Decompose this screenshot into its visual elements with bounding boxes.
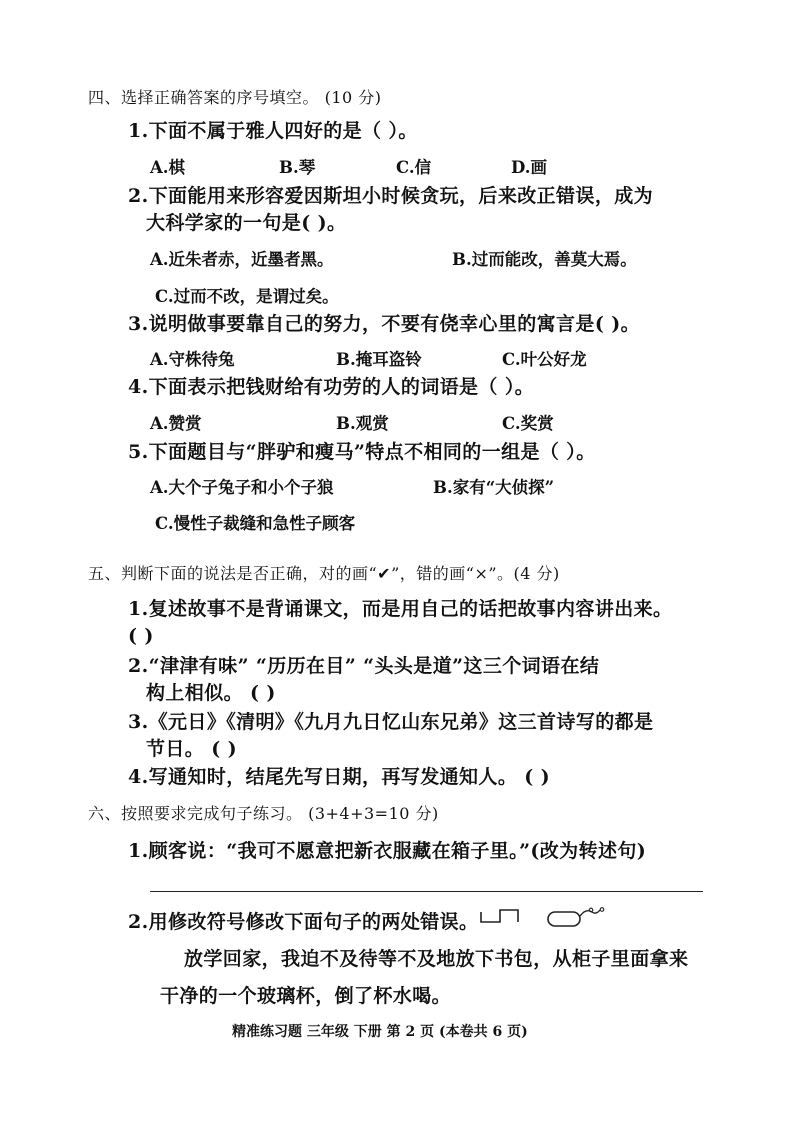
page-footer: 精准练习题 三年级 下册 第 2 页 (本卷共 6 页)	[232, 1024, 528, 1040]
option-4-5-c: C.慢性子裁缝和急性子顾客	[155, 514, 356, 533]
question-4-2-line1: 2.下面能用来形容爱因斯坦小时候贪玩，后来改正错误，成为	[128, 185, 654, 207]
option-4-4-a: A.赞赏	[150, 414, 202, 433]
option-4-1-d: D.画	[511, 158, 547, 177]
option-4-4-b: B.观赏	[336, 414, 389, 433]
question-5-1-line2: ( )	[128, 625, 154, 647]
question-5-2-line1: 2.“津津有味” “历历在目” “头头是道”这三个词语在结	[128, 655, 600, 677]
section-6-title: 六、按照要求完成句子练习。 (3+4+3=10 分)	[88, 804, 439, 823]
option-4-1-b: B.琴	[279, 158, 316, 177]
question-5-2-line2: 构上相似。 ( )	[146, 682, 276, 704]
question-4-2-line2: 大科学家的一句是( )。	[146, 212, 347, 234]
option-4-2-b: B.过而能改，善莫大焉。	[452, 250, 637, 269]
question-4-4: 4.下面表示把钱财给有功劳的人的词语是（ ）。	[128, 376, 535, 398]
section-5-title: 五、判断下面的说法是否正确，对的画“✔”，错的画“×”。(4 分)	[88, 564, 560, 583]
question-5-3-line1: 3.《元日》《清明》《九月九日忆山东兄弟》这三首诗写的都是	[128, 711, 654, 733]
option-4-3-b: B.掩耳盗铃	[336, 350, 422, 369]
option-4-3-c: C.叶公好龙	[502, 350, 587, 369]
question-4-3: 3.说明做事要靠自己的努力，不要有侥幸心里的寓言是( )。	[128, 313, 641, 335]
option-4-5-b: B.家有“大侦探”	[433, 478, 555, 497]
question-4-5: 5.下面题目与“胖驴和瘦马”特点不相同的一组是（ ）。	[128, 441, 596, 463]
sentence-line2: 干净的一个玻璃杯，倒了杯水喝。	[160, 985, 452, 1007]
question-5-1-line1: 1.复述故事不是背诵课文，而是用自己的话把故事内容讲出来。	[128, 598, 673, 620]
option-4-2-c: C.过而不改，是谓过矣。	[155, 287, 339, 306]
correction-marks	[478, 906, 618, 936]
section-4-title: 四、选择正确答案的序号填空。 (10 分)	[88, 88, 382, 107]
option-4-2-a: A.近朱者赤，近墨者黑。	[150, 250, 334, 269]
answer-line[interactable]	[150, 891, 703, 892]
sentence-line1: 放学回家，我迫不及待等不及地放下书包，从柜子里面拿来	[184, 948, 689, 970]
correction-symbols-icon	[478, 906, 618, 932]
option-4-1-a: A.棋	[150, 158, 186, 177]
question-6-1: 1.顾客说：“我可不愿意把新衣服藏在箱子里。”(改为转述句)	[128, 840, 647, 862]
option-4-5-a: A.大个子兔子和小个子狼	[150, 478, 334, 497]
question-5-3-line2: 节日。 ( )	[146, 738, 238, 760]
question-6-2: 2.用修改符号修改下面句子的两处错误。	[128, 911, 479, 933]
option-4-3-a: A.守株待兔	[150, 350, 235, 369]
option-4-4-c: C.奖赏	[502, 414, 554, 433]
question-4-1: 1.下面不属于雅人四好的是（ ）。	[128, 120, 418, 142]
question-5-4: 4.写通知时，结尾先写日期，再写发通知人。 ( )	[128, 766, 551, 788]
option-4-1-c: C.信	[396, 158, 432, 177]
